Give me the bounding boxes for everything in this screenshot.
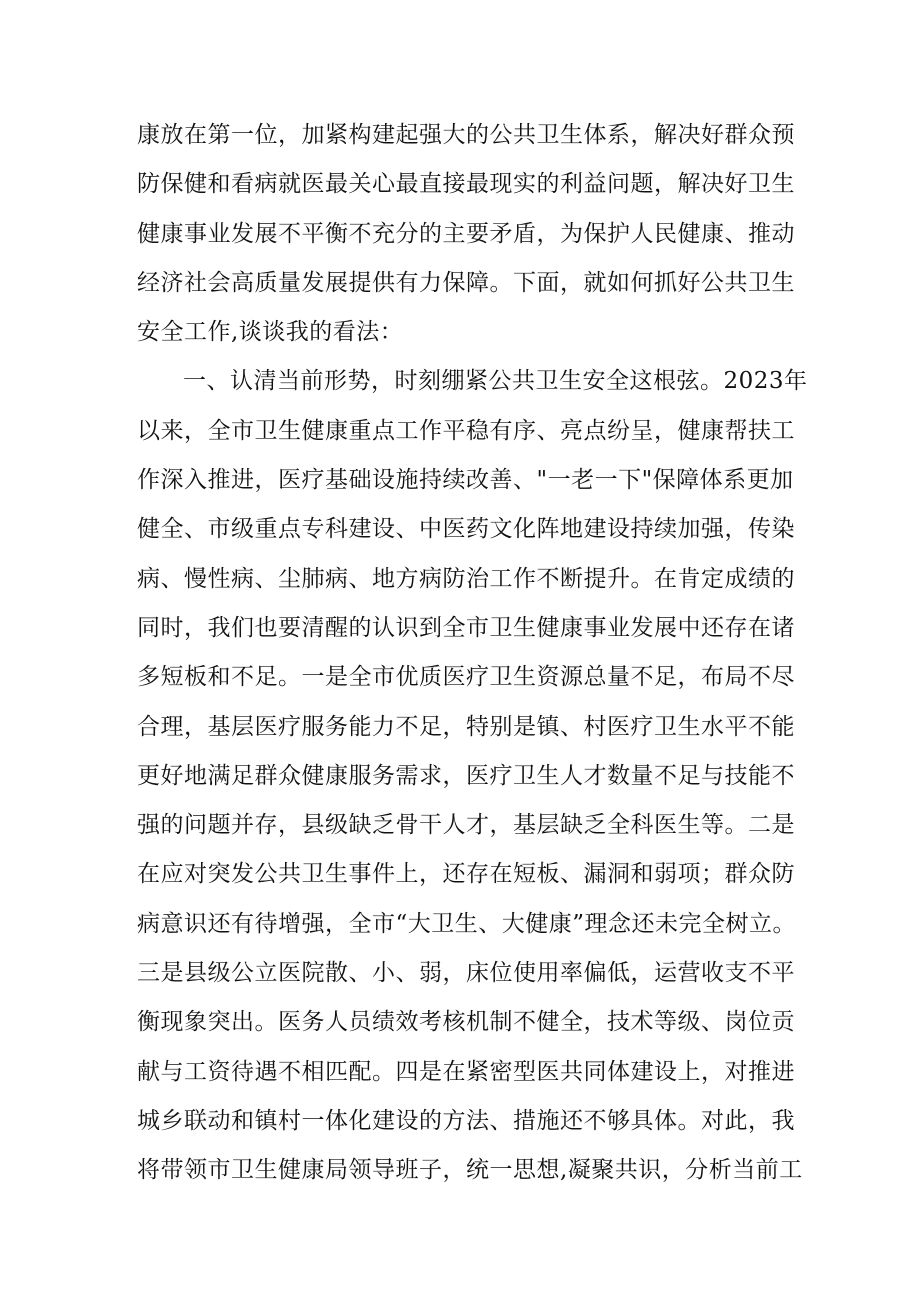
text-line-13: 合理，基层医疗服务能力不足，特别是镇、村医疗卫生水平不能	[137, 713, 795, 740]
text-line-7: 以来，全市卫生健康重点工作平稳有序、亮点纷呈，健康帮扶工	[137, 417, 795, 444]
text-line-9: 健全、市级重点专科建设、中医药文化阵地建设持续加强，传染	[137, 516, 795, 543]
text-line-16: 在应对突发公共卫生事件上，还存在短板、漏洞和弱项；群众防	[137, 861, 795, 888]
text-line-21: 城乡联动和镇村一体化建设的方法、措施还不够具体。对此，我	[137, 1107, 795, 1134]
text-line-17: 病意识还有待增强，全市“大卫生、大健康”理念还未完全树立。	[137, 910, 797, 937]
text-line-5: 安全工作,谈谈我的看法：	[137, 319, 404, 346]
text-line-1: 康放在第一位，加紧构建起强大的公共卫生体系，解决好群众预	[137, 122, 795, 148]
body-text	[137, 111, 808, 1196]
text-line-3: 健康事业发展不平衡不充分的主要矛盾，为保护人民健康、推动	[137, 220, 795, 247]
text-line-12: 多短板和不足。一是全市优质医疗卫生资源总量不足，布局不尽	[137, 664, 795, 691]
text-line-10: 病、慢性病、尘肺病、地方病防治工作不断提升。在肯定成绩的	[137, 565, 795, 592]
text-line-4: 经济社会高质量发展提供有力保障。下面，就如何抓好公共卫生	[137, 269, 795, 296]
text-line-8: 作深入推进，医疗基础设施持续改善、"一老一下"保障体系更加	[137, 467, 794, 494]
text-line-19: 衡现象突出。医务人员绩效考核机制不健全，技术等级、岗位贡	[137, 1009, 795, 1036]
text-line-2: 防保健和看病就医最关心最直接最现实的利益问题，解决好卫生	[137, 171, 795, 198]
text-line-14: 更好地满足群众健康服务需求，医疗卫生人才数量不足与技能不	[137, 762, 795, 789]
text-line-11: 同时，我们也要清醒的认识到全市卫生健康事业发展中还存在诸	[137, 614, 795, 641]
text-line-22: 将带领市卫生健康局领导班子，统一思想,凝聚共识，分析当前工	[137, 1157, 803, 1184]
text-line-18: 三是县级公立医院散、小、弱，床位使用率偏低，运营收支不平	[137, 960, 795, 987]
section-heading-line: 一、认清当前形势，时刻绷紧公共卫生安全这根弦。2023年	[183, 368, 808, 395]
text-line-20: 献与工资待遇不相匹配。四是在紧密型医共同体建设上，对推进	[137, 1058, 795, 1085]
text-line-15: 强的问题并存，县级缺乏骨干人才，基层缺乏全科医生等。二是	[137, 812, 795, 839]
